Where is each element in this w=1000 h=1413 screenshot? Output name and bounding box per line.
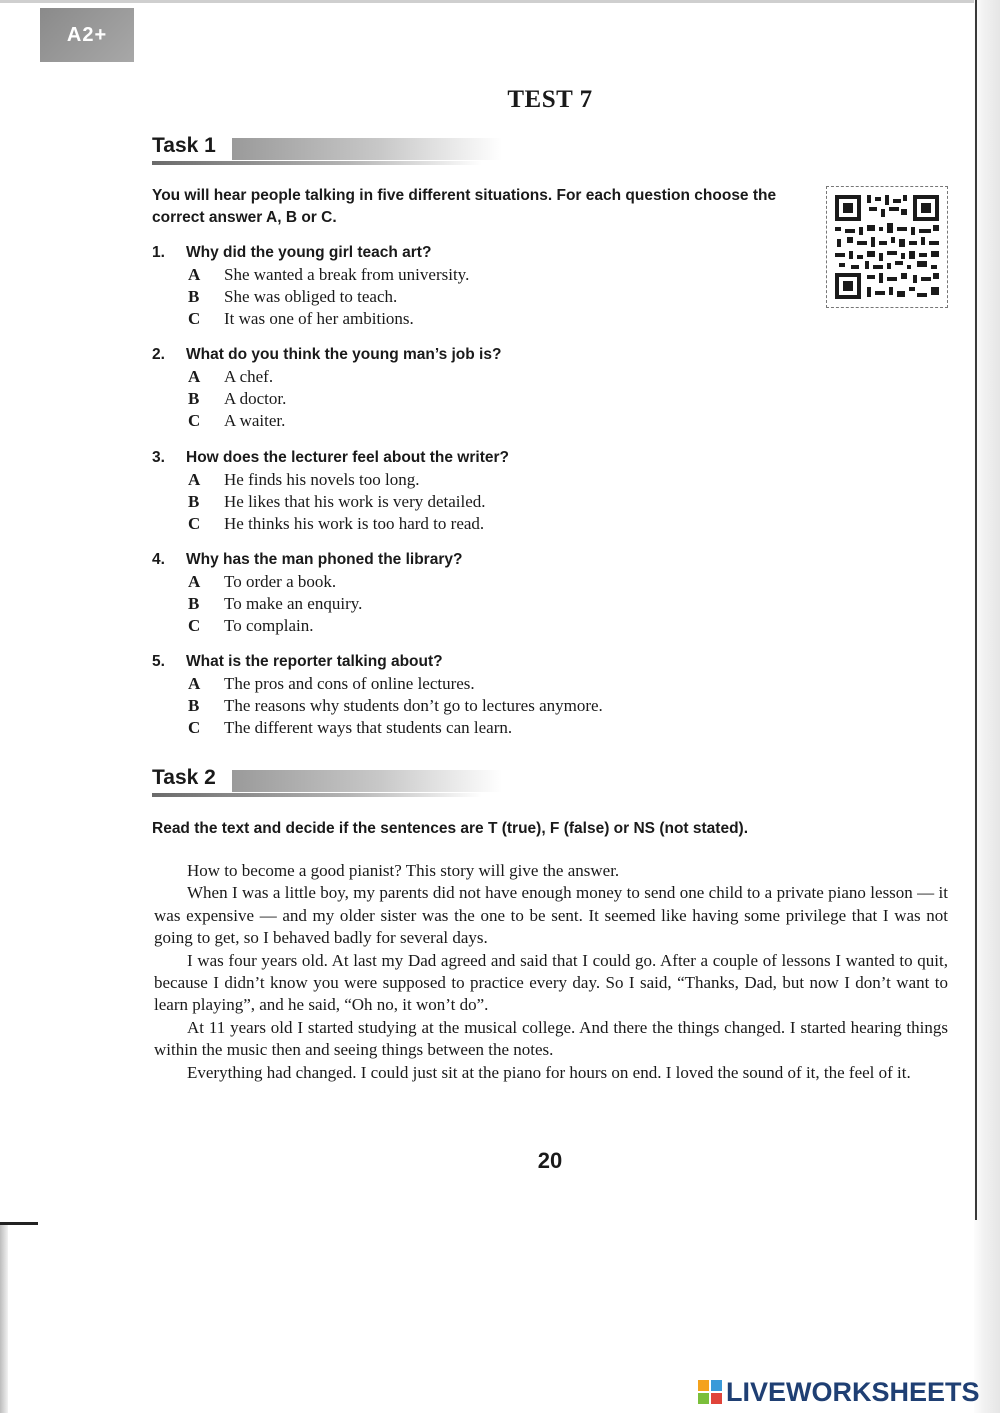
question-text: How does the lecturer feel about the writer? <box>186 449 509 466</box>
task1-heading <box>152 134 512 168</box>
option-letter: C <box>188 616 201 635</box>
task2-heading-underline <box>152 793 482 797</box>
question-number: 1. <box>152 244 165 261</box>
qr-code <box>826 186 948 308</box>
option-b[interactable] <box>188 492 486 512</box>
question-number: 2. <box>152 346 165 363</box>
option-b[interactable] <box>188 594 362 614</box>
paragraph: When I was a little boy, my parents did not have enough money to send one child to a private piano lesson — it was expensive — and my older sister was the one to be sent. It seemed like having some privilege that I was not going to get, so I behaved badly for several days. <box>154 883 948 948</box>
liveworksheets-logo-icon <box>698 1380 722 1404</box>
question-number: 5. <box>152 653 165 670</box>
option-letter: B <box>188 389 200 408</box>
scan-border-right <box>975 0 977 1220</box>
option-letter: B <box>188 492 200 511</box>
option-text: To complain. <box>224 616 314 635</box>
option-text: A doctor. <box>224 389 287 408</box>
option-letter: C <box>188 411 201 430</box>
paragraph: Everything had changed. I could just sit at the piano for hours on end. I loved the sound of it, the feel of it. <box>187 1062 911 1082</box>
question-number: 4. <box>152 551 165 568</box>
option-text: He finds his novels too long. <box>224 470 420 489</box>
task1-label: Task 1 <box>152 134 216 157</box>
option-letter: A <box>188 470 201 489</box>
task2-instructions: Read the text and decide if the sentences are T (true), F (false) or NS (not stated). <box>152 820 749 837</box>
option-letter: C <box>188 309 201 328</box>
question-text: What do you think the young man’s job is? <box>186 346 502 363</box>
option-b[interactable] <box>188 287 397 307</box>
level-badge: A2+ <box>40 8 134 62</box>
watermark-text: LIVEWORKSHEETS <box>726 1376 980 1407</box>
task2-label: Task 2 <box>152 766 216 789</box>
option-text: It was one of her ambitions. <box>224 309 414 328</box>
option-text: He likes that his work is very detailed. <box>224 492 486 511</box>
option-text: To make an enquiry. <box>224 594 363 613</box>
option-a[interactable] <box>188 367 273 387</box>
question-text: What is the reporter talking about? <box>186 653 443 670</box>
reading-text <box>154 860 948 1084</box>
task2-heading <box>152 766 512 800</box>
option-letter: A <box>188 265 201 284</box>
qr-code-icon <box>827 187 947 307</box>
option-letter: A <box>188 674 201 693</box>
question-text: Why has the man phoned the library? <box>186 551 463 568</box>
option-text: A waiter. <box>224 411 286 430</box>
option-c[interactable] <box>188 514 484 534</box>
option-c[interactable] <box>188 411 285 431</box>
task1-instructions: You will hear people talking in five different situations. For each question choose the correct answer A, B or C. <box>152 187 777 226</box>
option-text: She was obliged to teach. <box>224 287 398 306</box>
option-letter: A <box>188 572 201 591</box>
option-a[interactable] <box>188 674 475 694</box>
task1-heading-bar <box>232 138 502 160</box>
option-text: The reasons why students don’t go to lectures anymore. <box>224 696 603 715</box>
paragraph: At 11 years old I started studying at the musical college. And there the things changed. I started hearing things within the music then and seeing things between the notes. <box>154 1017 948 1060</box>
option-text: She wanted a break from university. <box>224 265 470 284</box>
option-b[interactable] <box>188 696 603 716</box>
paragraph: How to become a good pianist? This story will give the answer. <box>187 861 620 880</box>
option-c[interactable] <box>188 616 313 636</box>
option-a[interactable] <box>188 470 420 490</box>
option-letter: B <box>188 594 200 613</box>
scan-border-top <box>0 0 1000 3</box>
option-a[interactable] <box>188 572 336 592</box>
option-c[interactable] <box>188 718 512 738</box>
page-number: 20 <box>537 1148 563 1173</box>
option-text: To order a book. <box>224 572 337 591</box>
option-letter: B <box>188 696 200 715</box>
task2-heading-bar <box>232 770 502 792</box>
option-a[interactable] <box>188 265 469 285</box>
option-text: A chef. <box>224 367 274 386</box>
test-title: TEST 7 <box>507 86 593 113</box>
liveworksheets-watermark <box>698 1376 980 1408</box>
scan-shadow-left <box>0 1225 8 1413</box>
option-letter: B <box>188 287 200 306</box>
task1-heading-underline <box>152 161 482 165</box>
question-number: 3. <box>152 449 165 466</box>
option-text: The pros and cons of online lectures. <box>224 674 475 693</box>
paragraph: I was four years old. At last my Dad agreed and said that I could go. After a couple of lessons I wanted to quit, because I didn’t know you were supposed to practice every day. So I said, “Thanks, Dad, but now I don’t want to learn playing”, and he said, “Oh no, it won’t do”. <box>154 950 948 1015</box>
option-letter: C <box>188 718 201 737</box>
option-text: The different ways that students can learn. <box>224 718 513 737</box>
question-text: Why did the young girl teach art? <box>186 244 432 261</box>
option-text: He thinks his work is too hard to read. <box>224 514 485 533</box>
option-letter: A <box>188 367 201 386</box>
option-letter: C <box>188 514 201 533</box>
scan-shadow-right <box>974 0 1000 1413</box>
option-c[interactable] <box>188 309 414 329</box>
option-b[interactable] <box>188 389 286 409</box>
